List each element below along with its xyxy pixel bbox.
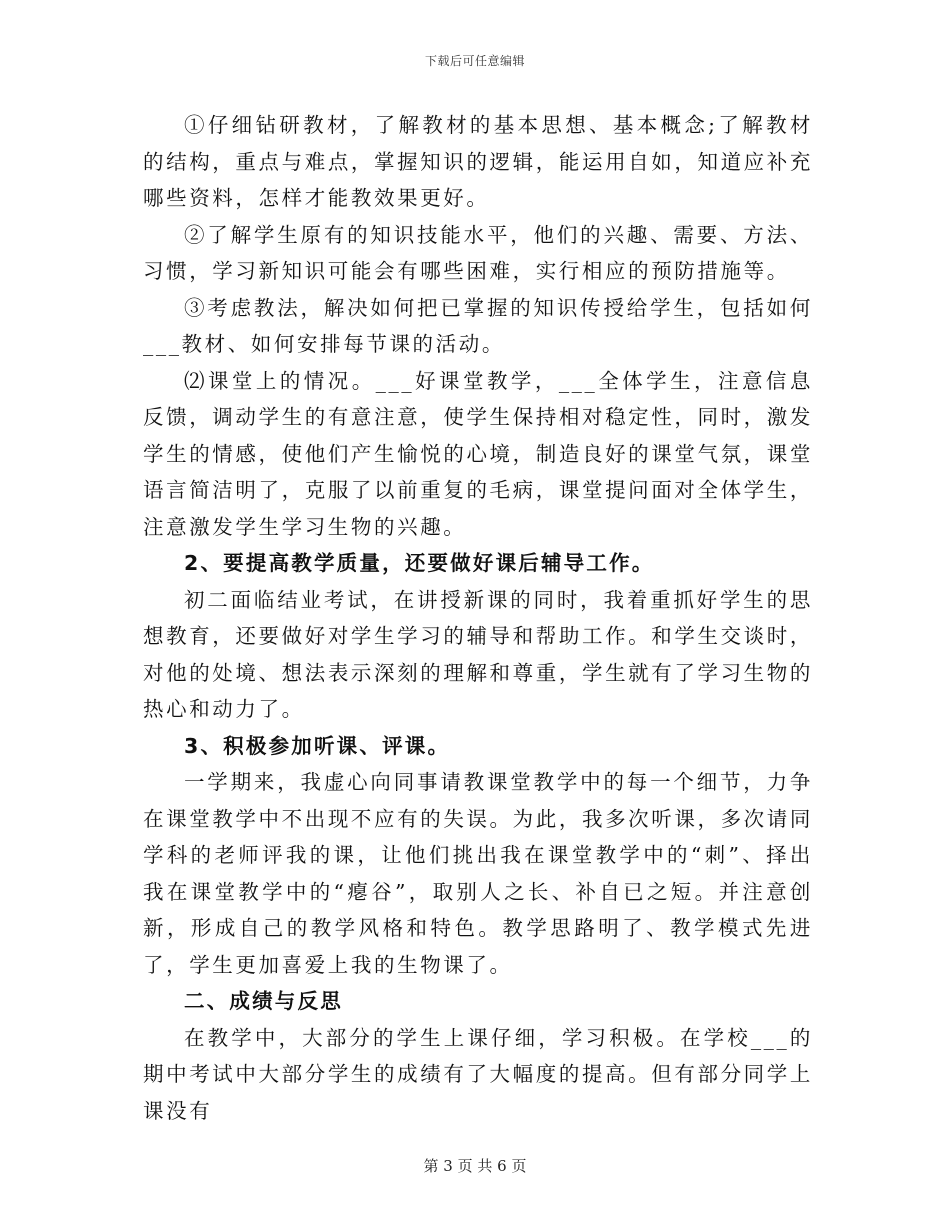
- page-footer: 第 3 页 共 6 页: [423, 1157, 527, 1175]
- paragraph-study-materials: ①仔细钻研教材，了解教材的基本思想、基本概念;了解教材的结构，重点与难点，掌握知识的逻辑，能运用自如，知道应补充哪些资料，怎样才能教效果更好。: [143, 113, 813, 210]
- paragraph-classroom-situation: ⑵课堂上的情况。___好课堂教学，___全体学生，注意信息反馈，调动学生的有意注意，使学生保持相对稳定性，同时，激发学生的情感，使他们产生愉悦的心境，制造良好的课堂气氛，课堂语言简洁明了，克服了以前重复的毛病，课堂提问面对全体学生，注意激发学生学习生物的兴趣。: [143, 368, 813, 539]
- paragraph-teaching-methods: ③考虑教法，解决如何把已掌握的知识传授给学生，包括如何___教材、如何安排每节课的活动。: [143, 295, 813, 356]
- paragraph-tutoring: 初二面临结业考试，在讲授新课的同时，我着重抓好学生的思想教育，还要做好对学生学习的辅导和帮助工作。和学生交谈时，对他的处境、想法表示深刻的理解和尊重，学生就有了学习生物的热心和动力了。: [143, 587, 813, 721]
- document-body: [143, 107, 813, 1129]
- paragraph-understand-students: ②了解学生原有的知识技能水平，他们的兴趣、需要、方法、习惯，学习新知识可能会有哪些困难，实行相应的预防措施等。: [143, 222, 813, 283]
- page-header: 下载后可任意编辑: [424, 54, 525, 68]
- heading-after-class-tutoring: 2、要提高教学质量，还要做好课后辅导工作。: [184, 551, 655, 575]
- heading-results-reflection: 二、成绩与反思: [184, 989, 343, 1013]
- paragraph-results: 在教学中，大部分的学生上课仔细，学习积极。在学校___的期中考试中大部分学生的成绩有了大幅度的提高。但有部分同学上课没有: [143, 1025, 813, 1123]
- paragraph-lesson-observation: 一学期来，我虚心向同事请教课堂教学中的每一个细节，力争在课堂教学中不出现不应有的失误。为此，我多次听课，多次请同学科的老师评我的课，让他们挑出我在课堂教学中的“刺”、择出我在课堂教学中的“瘪谷”，取别人之长、补自已之短。并注意创新，形成自己的教学风格和特色。教学思路明了、教学模式先进了，学生更加喜爱上我的生物课了。: [143, 770, 813, 977]
- heading-lesson-observation: 3、积极参加听课、评课。: [184, 733, 451, 758]
